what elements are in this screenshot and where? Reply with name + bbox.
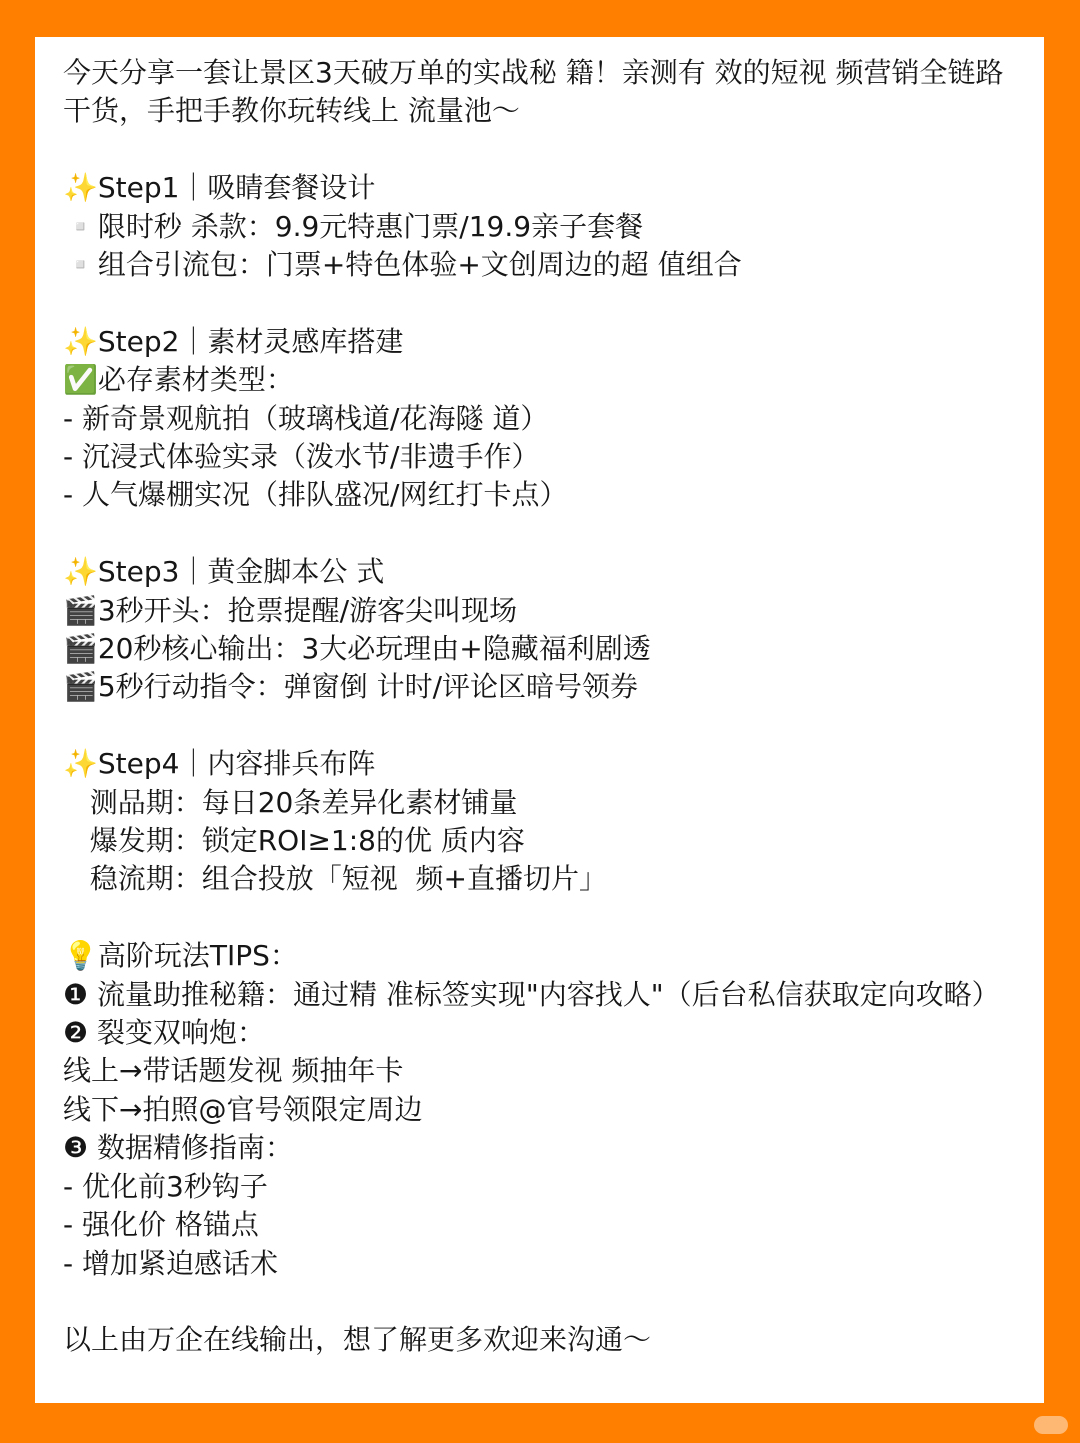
step1-title: ✨Step1｜吸睛套餐设计 bbox=[63, 171, 376, 205]
spacer bbox=[63, 899, 1023, 937]
step3-item: 🎬20秒核心输出：3大必玩理由+隐藏福利剧透 bbox=[63, 632, 651, 666]
step2-title: ✨Step2｜素材灵感库搭建 bbox=[63, 324, 404, 358]
watermark-badge bbox=[1034, 1416, 1068, 1434]
content-card bbox=[35, 37, 1044, 1403]
step3-item: 🎬5秒行动指令：弹窗倒 计时/评论区暗号领券 bbox=[63, 670, 639, 704]
tips-title: 💡高阶玩法TIPS： bbox=[63, 939, 298, 973]
intro-paragraph: 今天分享一套让景区3天破万单的实战秘 籍！亲测有 效的短视 频营销全链路干货，手把手教你玩转线上 流量池～ bbox=[63, 56, 1004, 128]
step4-item: 稳流期：组合投放「短视 频+直播切片」 bbox=[63, 862, 607, 896]
tip-3-item: - 强化价 格锚点 bbox=[63, 1208, 259, 1242]
step4-item: 测品期：每日20条差异化素材铺量 bbox=[63, 785, 518, 819]
step4-title: ✨Step4｜内容排兵布阵 bbox=[63, 747, 376, 781]
step2-item: - 新奇景观航拍（玻璃栈道/花海隧 道） bbox=[63, 401, 549, 435]
tip-3-item: - 增加紧迫感话术 bbox=[63, 1246, 279, 1280]
step4-item: 爆发期：锁定ROI≥1:8的优 质内容 bbox=[63, 824, 525, 858]
spacer bbox=[63, 284, 1023, 322]
post-text bbox=[63, 54, 1023, 1360]
tip-2-title: ❷ 裂变双响炮： bbox=[63, 1016, 266, 1050]
tip-1: ❶ 流量助推秘籍：通过精 准标签实现"内容找人"（后台私信获取定向攻略） bbox=[63, 977, 1000, 1011]
step3-title: ✨Step3｜黄金脚本公 式 bbox=[63, 555, 385, 589]
step2-item: - 人气爆棚实况（排队盛况/网红打卡点） bbox=[63, 478, 568, 512]
step3-item: 🎬3秒开头：抢票提醒/游客尖叫现场 bbox=[63, 593, 518, 627]
spacer bbox=[63, 1283, 1023, 1321]
outro: 以上由万企在线输出，想了解更多欢迎来沟通～ bbox=[63, 1323, 652, 1357]
tip-2-item: 线上→带话题发视 频抽年卡 bbox=[63, 1054, 404, 1088]
tip-2-item: 线下→拍照@官号领限定周边 bbox=[63, 1092, 423, 1126]
step1-item: ▫️限时秒 杀款：9.9元特惠门票/19.9亲子套餐 bbox=[63, 209, 644, 243]
spacer bbox=[63, 515, 1023, 553]
step1-item: ▫️组合引流包：门票+特色体验+文创周边的超 值组合 bbox=[63, 248, 742, 282]
spacer bbox=[63, 707, 1023, 745]
step2-subtitle: ✅必存素材类型： bbox=[63, 363, 294, 397]
tip-3-item: - 优化前3秒钩子 bbox=[63, 1169, 268, 1203]
tip-3-title: ❸ 数据精修指南： bbox=[63, 1131, 294, 1165]
step2-item: - 沉浸式体验实录（泼水节/非遗手作） bbox=[63, 440, 540, 474]
spacer bbox=[63, 131, 1023, 169]
